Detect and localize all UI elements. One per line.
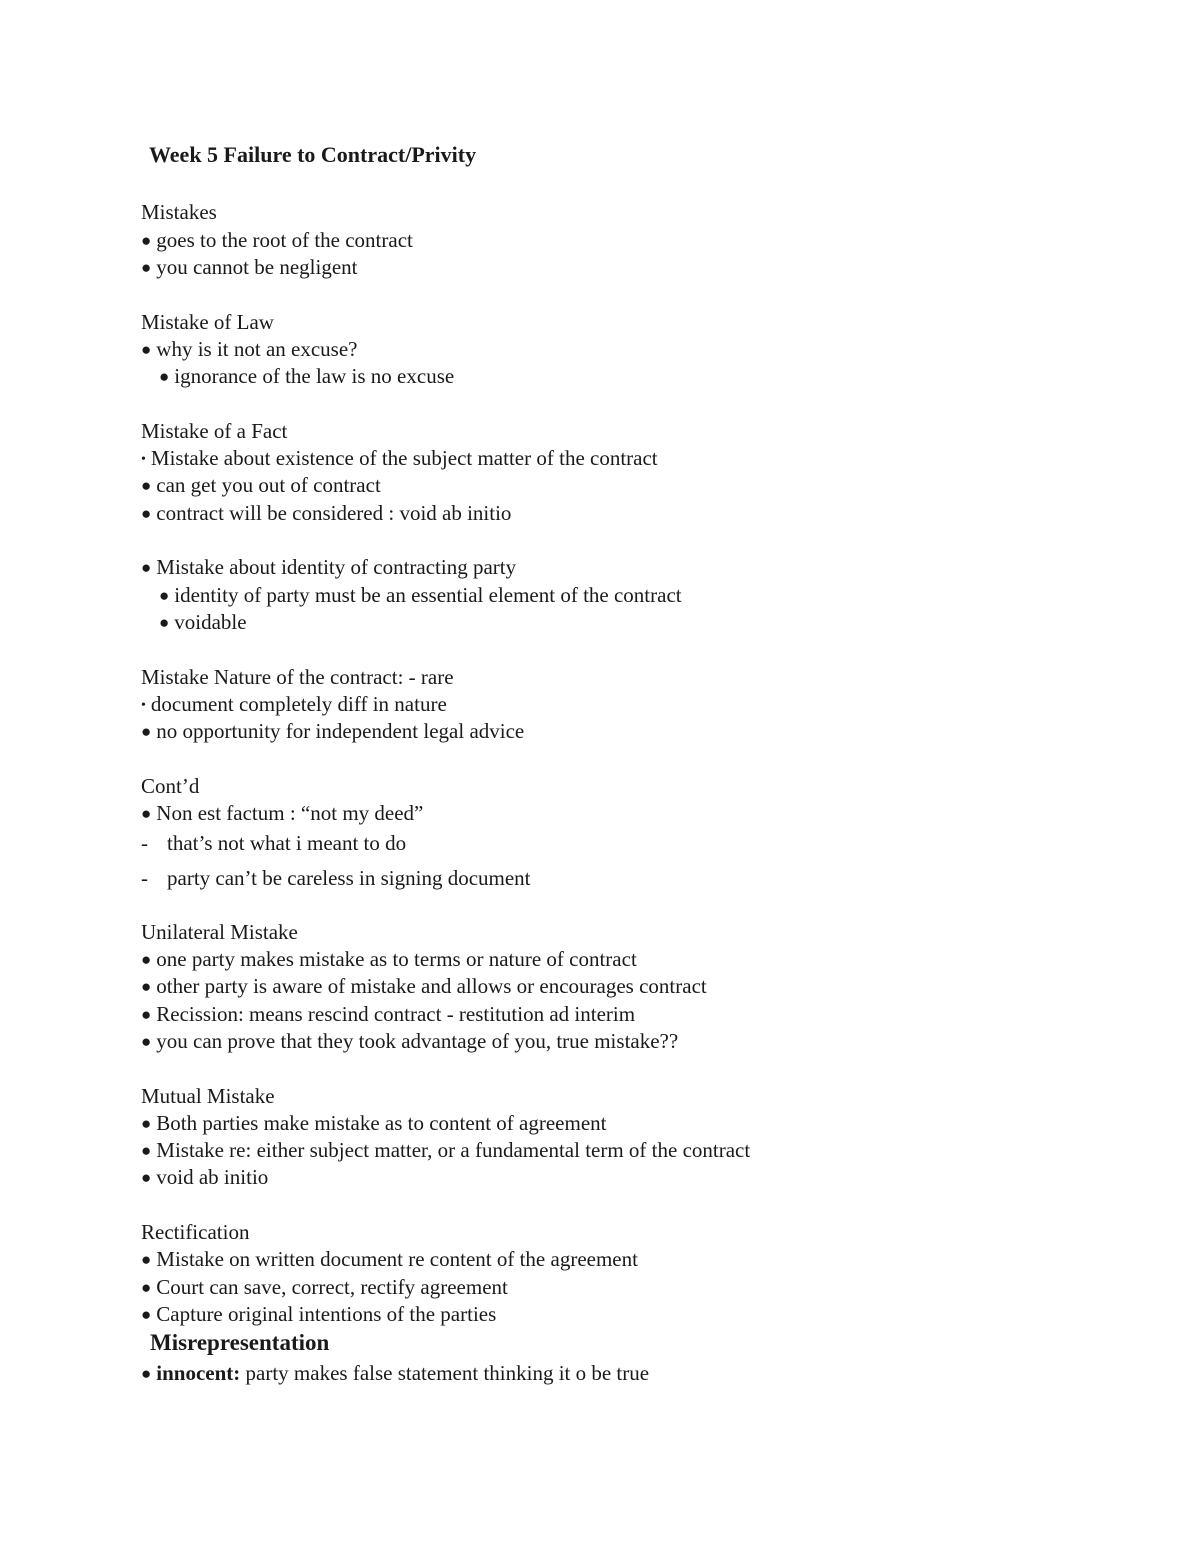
section-heading-rectification: Rectification	[141, 1220, 250, 1244]
bullet-icon: •	[141, 698, 146, 713]
bullet-icon: ●	[141, 476, 152, 495]
bullet-icon: ●	[141, 1250, 152, 1269]
bullet-icon: ●	[141, 1114, 152, 1133]
bullet-icon: ●	[159, 586, 170, 605]
list-item: ● you cannot be negligent	[141, 255, 358, 279]
bullet-icon: ●	[141, 1278, 152, 1297]
list-item: ● can get you out of contract	[141, 473, 381, 497]
list-item: - party can’t be careless in signing document	[141, 866, 531, 890]
section-heading-mistake-of-law: Mistake of Law	[141, 310, 274, 334]
list-item: ● no opportunity for independent legal advice	[141, 719, 525, 743]
list-item: ● other party is aware of mistake and allows or encourages contract	[141, 974, 707, 998]
section-heading-unilateral: Unilateral Mistake	[141, 920, 298, 944]
list-item: ● Recission: means rescind contract - restitution ad interim	[141, 1002, 636, 1026]
list-item	[141, 1360, 649, 1388]
list-item: ● void ab initio	[141, 1165, 269, 1189]
list-subitem: ● voidable	[159, 610, 247, 634]
bullet-icon: ●	[141, 977, 152, 996]
bullet-icon: ●	[141, 1364, 152, 1383]
section-heading-mistakes: Mistakes	[141, 200, 217, 224]
term-definition: party makes false statement thinking it o be true	[240, 1361, 650, 1385]
bullet-icon: ●	[141, 722, 152, 741]
list-subitem: ● identity of party must be an essential element of the contract	[159, 583, 682, 607]
list-item: • document completely diff in nature	[141, 691, 447, 721]
bullet-icon: •	[141, 452, 146, 467]
bullet-icon: ●	[141, 258, 152, 277]
list-item: ● goes to the root of the contract	[141, 228, 413, 252]
list-item: ● Mistake about identity of contracting party	[141, 555, 517, 579]
list-item: - that’s not what i meant to do	[141, 831, 407, 855]
bullet-icon: ●	[141, 1305, 152, 1324]
page-title: Week 5 Failure to Contract/Privity	[149, 142, 477, 167]
section-heading-nature: Mistake Nature of the contract: - rare	[141, 665, 454, 689]
list-item: ● Capture original intentions of the parties	[141, 1302, 497, 1326]
bullet-icon: ●	[159, 613, 170, 632]
list-item: ● Court can save, correct, rectify agreement	[141, 1275, 508, 1299]
list-item: ● Non est factum : “not my deed”	[141, 801, 424, 825]
list-item: ● you can prove that they took advantage of you, true mistake??	[141, 1029, 679, 1053]
list-subitem: ● ignorance of the law is no excuse	[159, 364, 455, 388]
bullet-icon: ●	[141, 340, 152, 359]
bullet-icon: ●	[141, 804, 152, 823]
list-item: • Mistake about existence of the subject matter of the contract	[141, 445, 658, 475]
list-item: ● Mistake on written document re content of the agreement	[141, 1247, 638, 1271]
list-item: ● why is it not an excuse?	[141, 337, 358, 361]
list-item: ● one party makes mistake as to terms or nature of contract	[141, 947, 637, 971]
bullet-icon: ●	[141, 558, 152, 577]
bullet-icon: ●	[141, 1141, 152, 1160]
bullet-icon: ●	[141, 1032, 152, 1051]
bullet-icon: ●	[141, 231, 152, 250]
bullet-icon: ●	[159, 367, 170, 386]
list-item: ● Mistake re: either subject matter, or a fundamental term of the contract	[141, 1138, 751, 1162]
bullet-icon: ●	[141, 504, 152, 523]
section-heading-mistake-of-fact: Mistake of a Fact	[141, 419, 288, 443]
list-item: ● Both parties make mistake as to content of agreement	[141, 1111, 607, 1135]
section-heading-misrepresentation: Misrepresentation	[150, 1330, 330, 1355]
term-label: innocent:	[156, 1361, 241, 1385]
section-heading-mutual: Mutual Mistake	[141, 1084, 275, 1108]
list-item: ● contract will be considered : void ab initio	[141, 501, 512, 525]
bullet-icon: ●	[141, 1005, 152, 1024]
bullet-icon: ●	[141, 950, 152, 969]
dash-icon: -	[141, 866, 148, 890]
section-heading-contd: Cont’d	[141, 774, 200, 798]
bullet-icon: ●	[141, 1168, 152, 1187]
dash-icon: -	[141, 831, 148, 855]
